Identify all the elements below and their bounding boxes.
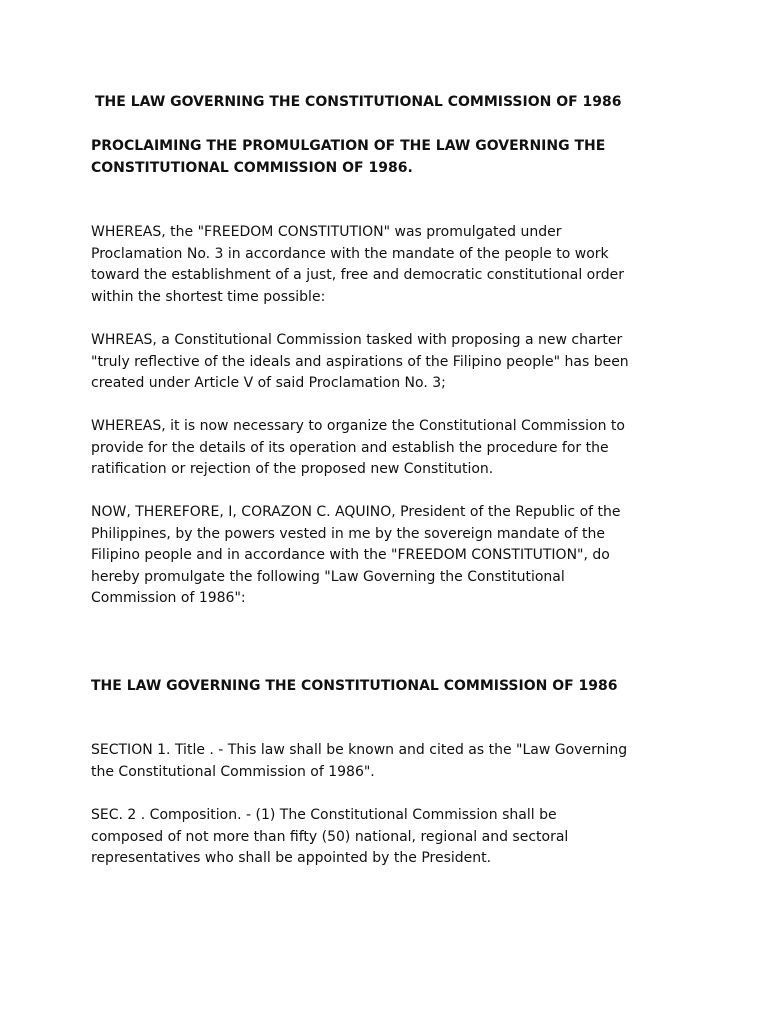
proclamation-subtitle: PROCLAIMING THE PROMULGATION OF THE LAW GOVERNING THE CONSTITUTIONAL COMMISSION OF 1986.	[91, 138, 606, 176]
whereas-paragraph-1: WHEREAS, the "FREEDOM CONSTITUTION" was promulgated under Proclamation No. 3 in accordance with the mandate of the people to work toward the establishment of a just, free and democratic constitutional order within the shortest time possible:	[91, 224, 624, 305]
law-heading: THE LAW GOVERNING THE CONSTITUTIONAL COMMISSION OF 1986	[91, 678, 618, 694]
now-therefore-paragraph: NOW, THEREFORE, I, CORAZON C. AQUINO, President of the Republic of the Philippines, by the powers vested in me by the sovereign mandate of the Filipino people and in accordance with the "FREEDOM CONSTITUTION", do hereby promulgate the following "Law Governing the Constitutional Commission of 1986":	[91, 504, 621, 607]
section-1-paragraph: SECTION 1. Title . - This law shall be known and cited as the "Law Governing the Constitutional Commission of 1986".	[91, 742, 628, 780]
whereas-paragraph-2: WHREAS, a Constitutional Commission tasked with proposing a new charter "truly reflective of the ideals and aspirations of the Filipino people" has been created under Article V of said Proclamation No. 3;	[91, 332, 629, 392]
section-2-paragraph: SEC. 2 . Composition. - (1) The Constitutional Commission shall be composed of not more than fifty (50) national, regional and sectoral representatives who shall be appointed by the President.	[91, 807, 569, 867]
whereas-paragraph-3: WHEREAS, it is now necessary to organize the Constitutional Commission to provide for the details of its operation and establish the procedure for the ratification or rejection of the proposed new Constitution.	[91, 418, 625, 478]
document-title: THE LAW GOVERNING THE CONSTITUTIONAL COMMISSION OF 1986	[95, 94, 622, 110]
